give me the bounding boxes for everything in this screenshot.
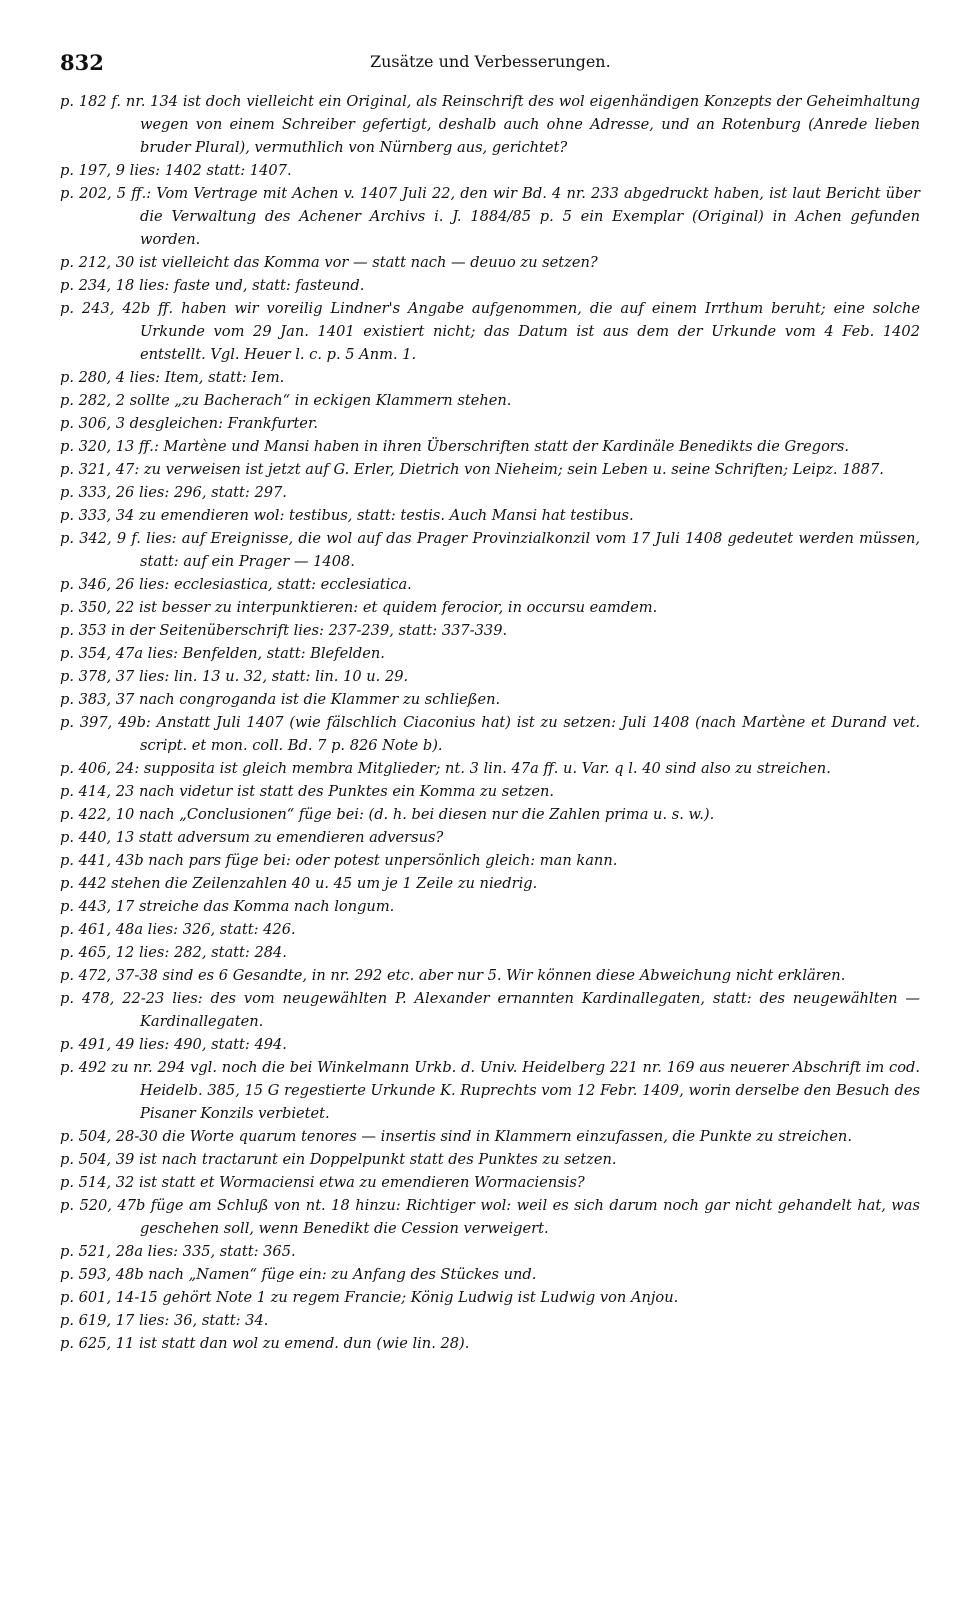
correction-entry: p. 442 stehen die Zeilenzahlen 40 u. 45 um je 1 Zeile zu niedrig. (60, 875, 538, 892)
correction-entry: p. 619, 17 lies: 36, statt: 34. (60, 1312, 269, 1329)
correction-entry: p. 521, 28a lies: 335, statt: 365. (60, 1243, 296, 1260)
correction-entry: p. 593, 48b nach „Namen“ füge ein: zu Anfang des Stückes und. (60, 1266, 537, 1283)
correction-entry: p. 504, 39 ist nach tractarunt ein Doppelpunkt statt des Punktes zu setzen. (60, 1151, 617, 1168)
page-header (60, 50, 920, 90)
correction-entry: p. 197, 9 lies: 1402 statt: 1407. (60, 162, 292, 179)
correction-entry: p. 383, 37 nach congroganda ist die Klammer zu schließen. (60, 691, 501, 708)
correction-entry: p. 491, 49 lies: 490, statt: 494. (60, 1036, 287, 1053)
running-title: Zusätze und Verbesserungen. (370, 52, 611, 71)
correction-entry: p. 202, 5 ff.: Vom Vertrage mit Achen v. 1407 Juli 22, den wir Bd. 4 nr. 233 abgedruckt haben, ist laut Bericht über die Verwaltung des Achener Archivs i. J. 1884/85 p. 5 ein Exemplar (Original) in Achen gefunden worden. (60, 185, 920, 248)
correction-entry: p. 333, 34 zu emendieren wol: testibus, statt: testis. Auch Mansi hat testibus. (60, 507, 634, 524)
correction-entry: p. 465, 12 lies: 282, statt: 284. (60, 944, 287, 961)
correction-entry: p. 478, 22-23 lies: des vom neugewählten P. Alexander ernannten Kardinallegaten, statt: des neugewählten — Kardinallegaten. (60, 990, 920, 1030)
correction-entry: p. 321, 47: zu verweisen ist jetzt auf G. Erler, Dietrich von Nieheim; sein Leben u. seine Schriften; Leipz. 1887. (60, 461, 884, 478)
correction-entry: p. 406, 24: supposita ist gleich membra Mitglieder; nt. 3 lin. 47a ff. u. Var. q l. 40 sind also zu streichen. (60, 760, 831, 777)
corrections-list (60, 90, 920, 1355)
correction-entry: p. 333, 26 lies: 296, statt: 297. (60, 484, 287, 501)
correction-entry: p. 212, 30 ist vielleicht das Komma vor — statt nach — deuuo zu setzen? (60, 254, 598, 271)
correction-entry: p. 350, 22 ist besser zu interpunktieren: et quidem ferocior, in occursu eamdem. (60, 599, 658, 616)
correction-entry: p. 397, 49b: Anstatt Juli 1407 (wie fälschlich Ciaconius hat) ist zu setzen: Juli 1408 (nach Martène et Durand vet. script. et mon. coll. Bd. 7 p. 826 Note b). (60, 714, 920, 754)
correction-entry: p. 422, 10 nach „Conclusionen“ füge bei: (d. h. bei diesen nur die Zahlen prima u. s. w.). (60, 806, 715, 823)
correction-entry: p. 306, 3 desgleichen: Frankfurter. (60, 415, 318, 432)
correction-entry: p. 346, 26 lies: ecclesiastica, statt: ecclesiatica. (60, 576, 412, 593)
correction-entry: p. 234, 18 lies: faste und, statt: fasteund. (60, 277, 365, 294)
correction-entry: p. 243, 42b ff. haben wir voreilig Lindner's Angabe aufgenommen, die auf einem Irrthum beruht; eine solche Urkunde vom 29 Jan. 1401 existiert nicht; das Datum ist aus dem der Urkunde vom 4 Feb. 1402 entstellt. Vgl. Heuer l. c. p. 5 Anm. 1. (60, 300, 920, 363)
correction-entry: p. 378, 37 lies: lin. 13 u. 32, statt: lin. 10 u. 29. (60, 668, 409, 685)
correction-entry: p. 342, 9 f. lies: auf Ereignisse, die wol auf das Prager Provinzialkonzil vom 17 Juli 1408 gedeutet werden müssen, statt: auf ein Prager — 1408. (60, 530, 920, 570)
page-number: 832 (60, 50, 104, 75)
correction-entry: p. 514, 32 ist statt et Wormaciensi etwa zu emendieren Wormaciensis? (60, 1174, 585, 1191)
correction-entry: p. 472, 37-38 sind es 6 Gesandte, in nr. 292 etc. aber nur 5. Wir können diese Abweichung nicht erklären. (60, 967, 846, 984)
correction-entry: p. 625, 11 ist statt dan wol zu emend. dun (wie lin. 28). (60, 1335, 470, 1352)
correction-entry: p. 441, 43b nach pars füge bei: oder potest unpersönlich gleich: man kann. (60, 852, 618, 869)
correction-entry: p. 414, 23 nach videtur ist statt des Punktes ein Komma zu setzen. (60, 783, 555, 800)
correction-entry: p. 353 in der Seitenüberschrift lies: 237-239, statt: 337-339. (60, 622, 508, 639)
correction-entry: p. 520, 47b füge am Schluß von nt. 18 hinzu: Richtiger wol: weil es sich darum noch gar nicht gehandelt hat, was geschehen soll, wenn Benedikt die Cession verweigert. (60, 1197, 920, 1237)
correction-entry: p. 320, 13 ff.: Martène und Mansi haben in ihren Überschriften statt der Kardinäle Benedikts die Gregors. (60, 438, 850, 455)
correction-entry: p. 182 f. nr. 134 ist doch vielleicht ein Original, als Reinschrift des wol eigenhändigen Konzepts der Geheimhaltung wegen von einem Schreiber gefertigt, deshalb auch ohne Adresse, und an Rotenburg (Anrede lieben bruder Plural), vermuthlich von Nürnberg aus, gerichtet? (60, 93, 920, 156)
correction-entry: p. 282, 2 sollte „zu Bacherach“ in eckigen Klammern stehen. (60, 392, 512, 409)
correction-entry: p. 601, 14-15 gehört Note 1 zu regem Francie; König Ludwig ist Ludwig von Anjou. (60, 1289, 679, 1306)
correction-entry: p. 280, 4 lies: Item, statt: Iem. (60, 369, 285, 386)
correction-entry: p. 354, 47a lies: Benfelden, statt: Blefelden. (60, 645, 385, 662)
correction-entry: p. 440, 13 statt adversum zu emendieren adversus? (60, 829, 444, 846)
correction-entry: p. 492 zu nr. 294 vgl. noch die bei Winkelmann Urkb. d. Univ. Heidelberg 221 nr. 169 aus neuerer Abschrift im cod. Heidelb. 385, 15 G regestierte Urkunde K. Ruprechts vom 12 Febr. 1409, worin derselbe den Besuch des Pisaner Konzils verbietet. (60, 1059, 920, 1122)
correction-entry: p. 504, 28-30 die Worte quarum tenores — insertis sind in Klammern einzufassen, die Punkte zu streichen. (60, 1128, 852, 1145)
correction-entry: p. 443, 17 streiche das Komma nach longum. (60, 898, 395, 915)
correction-entry: p. 461, 48a lies: 326, statt: 426. (60, 921, 296, 938)
